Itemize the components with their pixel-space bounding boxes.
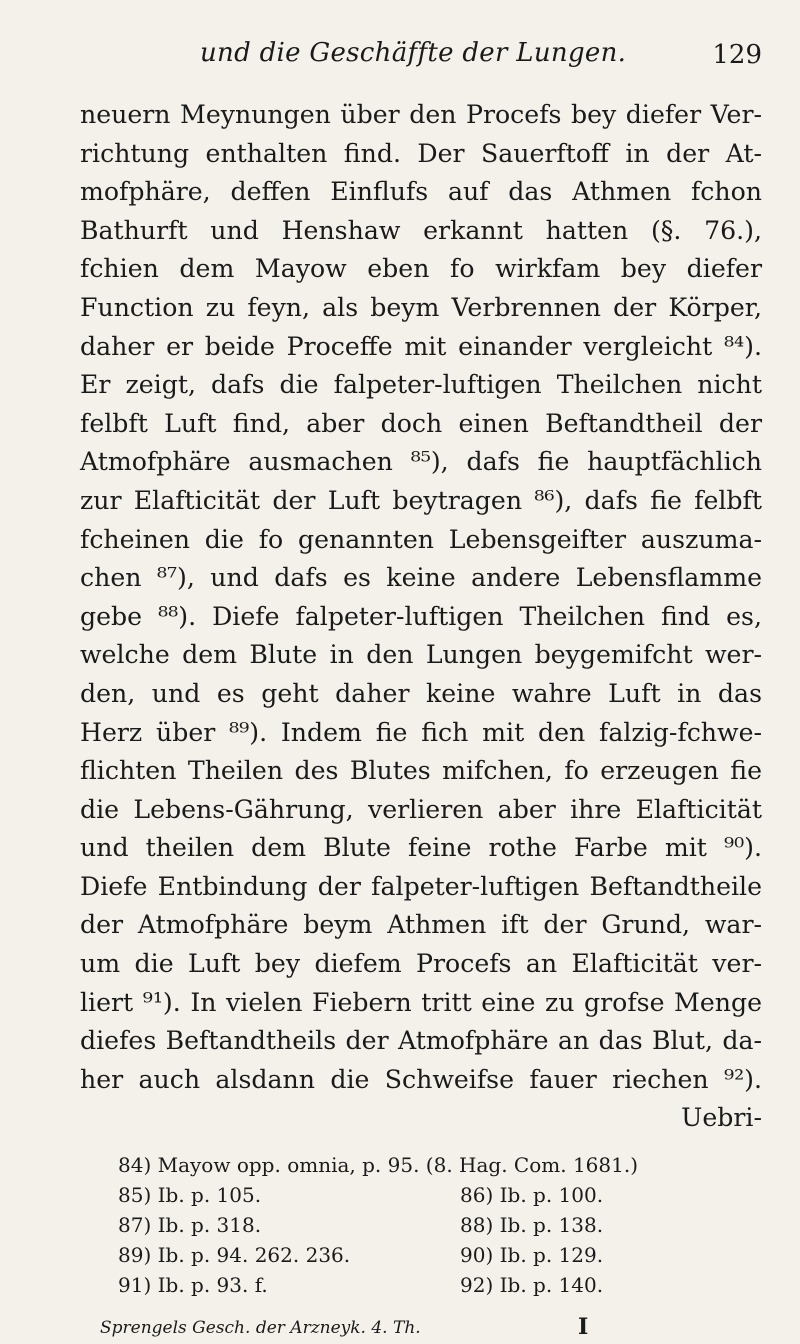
footnote-91: 91) Ib. p. 93. f. bbox=[118, 1273, 268, 1298]
signature-text: Sprengels Gesch. der Arzneyk. 4. Th. bbox=[100, 1318, 421, 1339]
body-text bbox=[80, 96, 762, 1138]
page-number: 129 bbox=[712, 40, 762, 70]
footnote-row bbox=[80, 1240, 762, 1270]
text-line: zur Elafticität der Luft beytragen ⁸⁶), dafs fie felbft bbox=[80, 485, 762, 515]
footnote-92: 92) Ib. p. 140. bbox=[460, 1273, 604, 1298]
footnote-86: 86) Ib. p. 100. bbox=[460, 1183, 604, 1208]
text-line: und theilen dem Blute feine rothe Farbe mit ⁹⁰). bbox=[80, 833, 762, 863]
text-line: den, und es geht daher keine wahre Luft in das bbox=[80, 678, 762, 708]
printer-signature bbox=[80, 1314, 762, 1344]
text-line: die Lebens-Gährung, verlieren aber ihre Elafticität bbox=[80, 794, 762, 824]
text-line: Herz über ⁸⁹). Indem fie fich mit den falzig-fchwe- bbox=[80, 717, 762, 747]
text-line: richtung enthalten find. Der Sauerftoff in der At- bbox=[80, 138, 762, 168]
footnote-85: 85) Ib. p. 105. bbox=[118, 1183, 262, 1208]
footnote-90: 90) Ib. p. 129. bbox=[460, 1243, 604, 1268]
text-line: gebe ⁸⁸). Diefe falpeter-luftigen Theilchen find es, bbox=[80, 601, 762, 631]
footnote-row bbox=[80, 1210, 762, 1240]
text-line: fcheinen die fo genannten Lebensgeifter auszuma- bbox=[80, 524, 762, 554]
footnotes bbox=[80, 1150, 762, 1300]
catchword: Uebri- bbox=[681, 1103, 762, 1133]
text-line: neuern Meynungen über den Procefs bey diefer Ver- bbox=[80, 100, 762, 129]
text-line: um die Luft bey diefem Procefs an Elafticität ver- bbox=[80, 949, 762, 979]
footnote-88: 88) Ib. p. 138. bbox=[460, 1213, 604, 1238]
text-line: chen ⁸⁷), und dafs es keine andere Lebensflamme bbox=[80, 563, 762, 593]
text-line: mofphäre, deffen Einflufs auf das Athmen fchon bbox=[80, 177, 762, 207]
footnote-89: 89) Ib. p. 94. 262. 236. bbox=[118, 1243, 351, 1268]
text-line: welche dem Blute in den Lungen beygemifcht wer- bbox=[80, 640, 762, 670]
text-line: liert ⁹¹). In vielen Fiebern tritt eine zu grofse Menge bbox=[80, 987, 762, 1017]
text-line: der Atmofphäre beym Athmen ift der Grund, war- bbox=[80, 910, 762, 940]
text-line: Function zu feyn, als beym Verbrennen der Körper, bbox=[80, 292, 762, 322]
footnote-row bbox=[80, 1270, 762, 1300]
running-head: und die Geschäffte der Lungen. bbox=[200, 38, 627, 68]
footnote-row bbox=[80, 1180, 762, 1210]
text-line: Er zeigt, dafs die falpeter-luftigen Theilchen nicht bbox=[80, 370, 762, 400]
text-line: her auch alsdann die Schweifse fauer riechen ⁹²). bbox=[80, 1064, 762, 1094]
signature-mark: I bbox=[578, 1314, 589, 1341]
text-line: Atmofphäre ausmachen ⁸⁵), dafs fie hauptfächlich bbox=[80, 447, 762, 477]
text-line: Bathurft und Henshaw erkannt hatten (§. 76.), bbox=[80, 215, 762, 245]
text-line: felbft Luft find, aber doch einen Beftandtheil der bbox=[80, 408, 762, 438]
text-line: daher er beide Proceffe mit einander vergleicht ⁸⁴). bbox=[80, 331, 762, 361]
page-header bbox=[80, 36, 762, 88]
text-line: flichten Theilen des Blutes mifchen, fo erzeugen fie bbox=[80, 756, 762, 786]
text-line: fchien dem Mayow eben fo wirkfam bey diefer bbox=[80, 254, 762, 284]
text-line: diefes Beftandtheils der Atmofphäre an das Blut, da- bbox=[80, 1026, 762, 1056]
footnote-84: 84) Mayow opp. omnia, p. 95. (8. Hag. Com. 1681.) bbox=[118, 1153, 638, 1178]
text-line: Diefe Entbindung der falpeter-luftigen Beftandtheile bbox=[80, 871, 762, 901]
footnote-87: 87) Ib. p. 318. bbox=[118, 1213, 262, 1238]
footnote-row bbox=[80, 1150, 762, 1180]
